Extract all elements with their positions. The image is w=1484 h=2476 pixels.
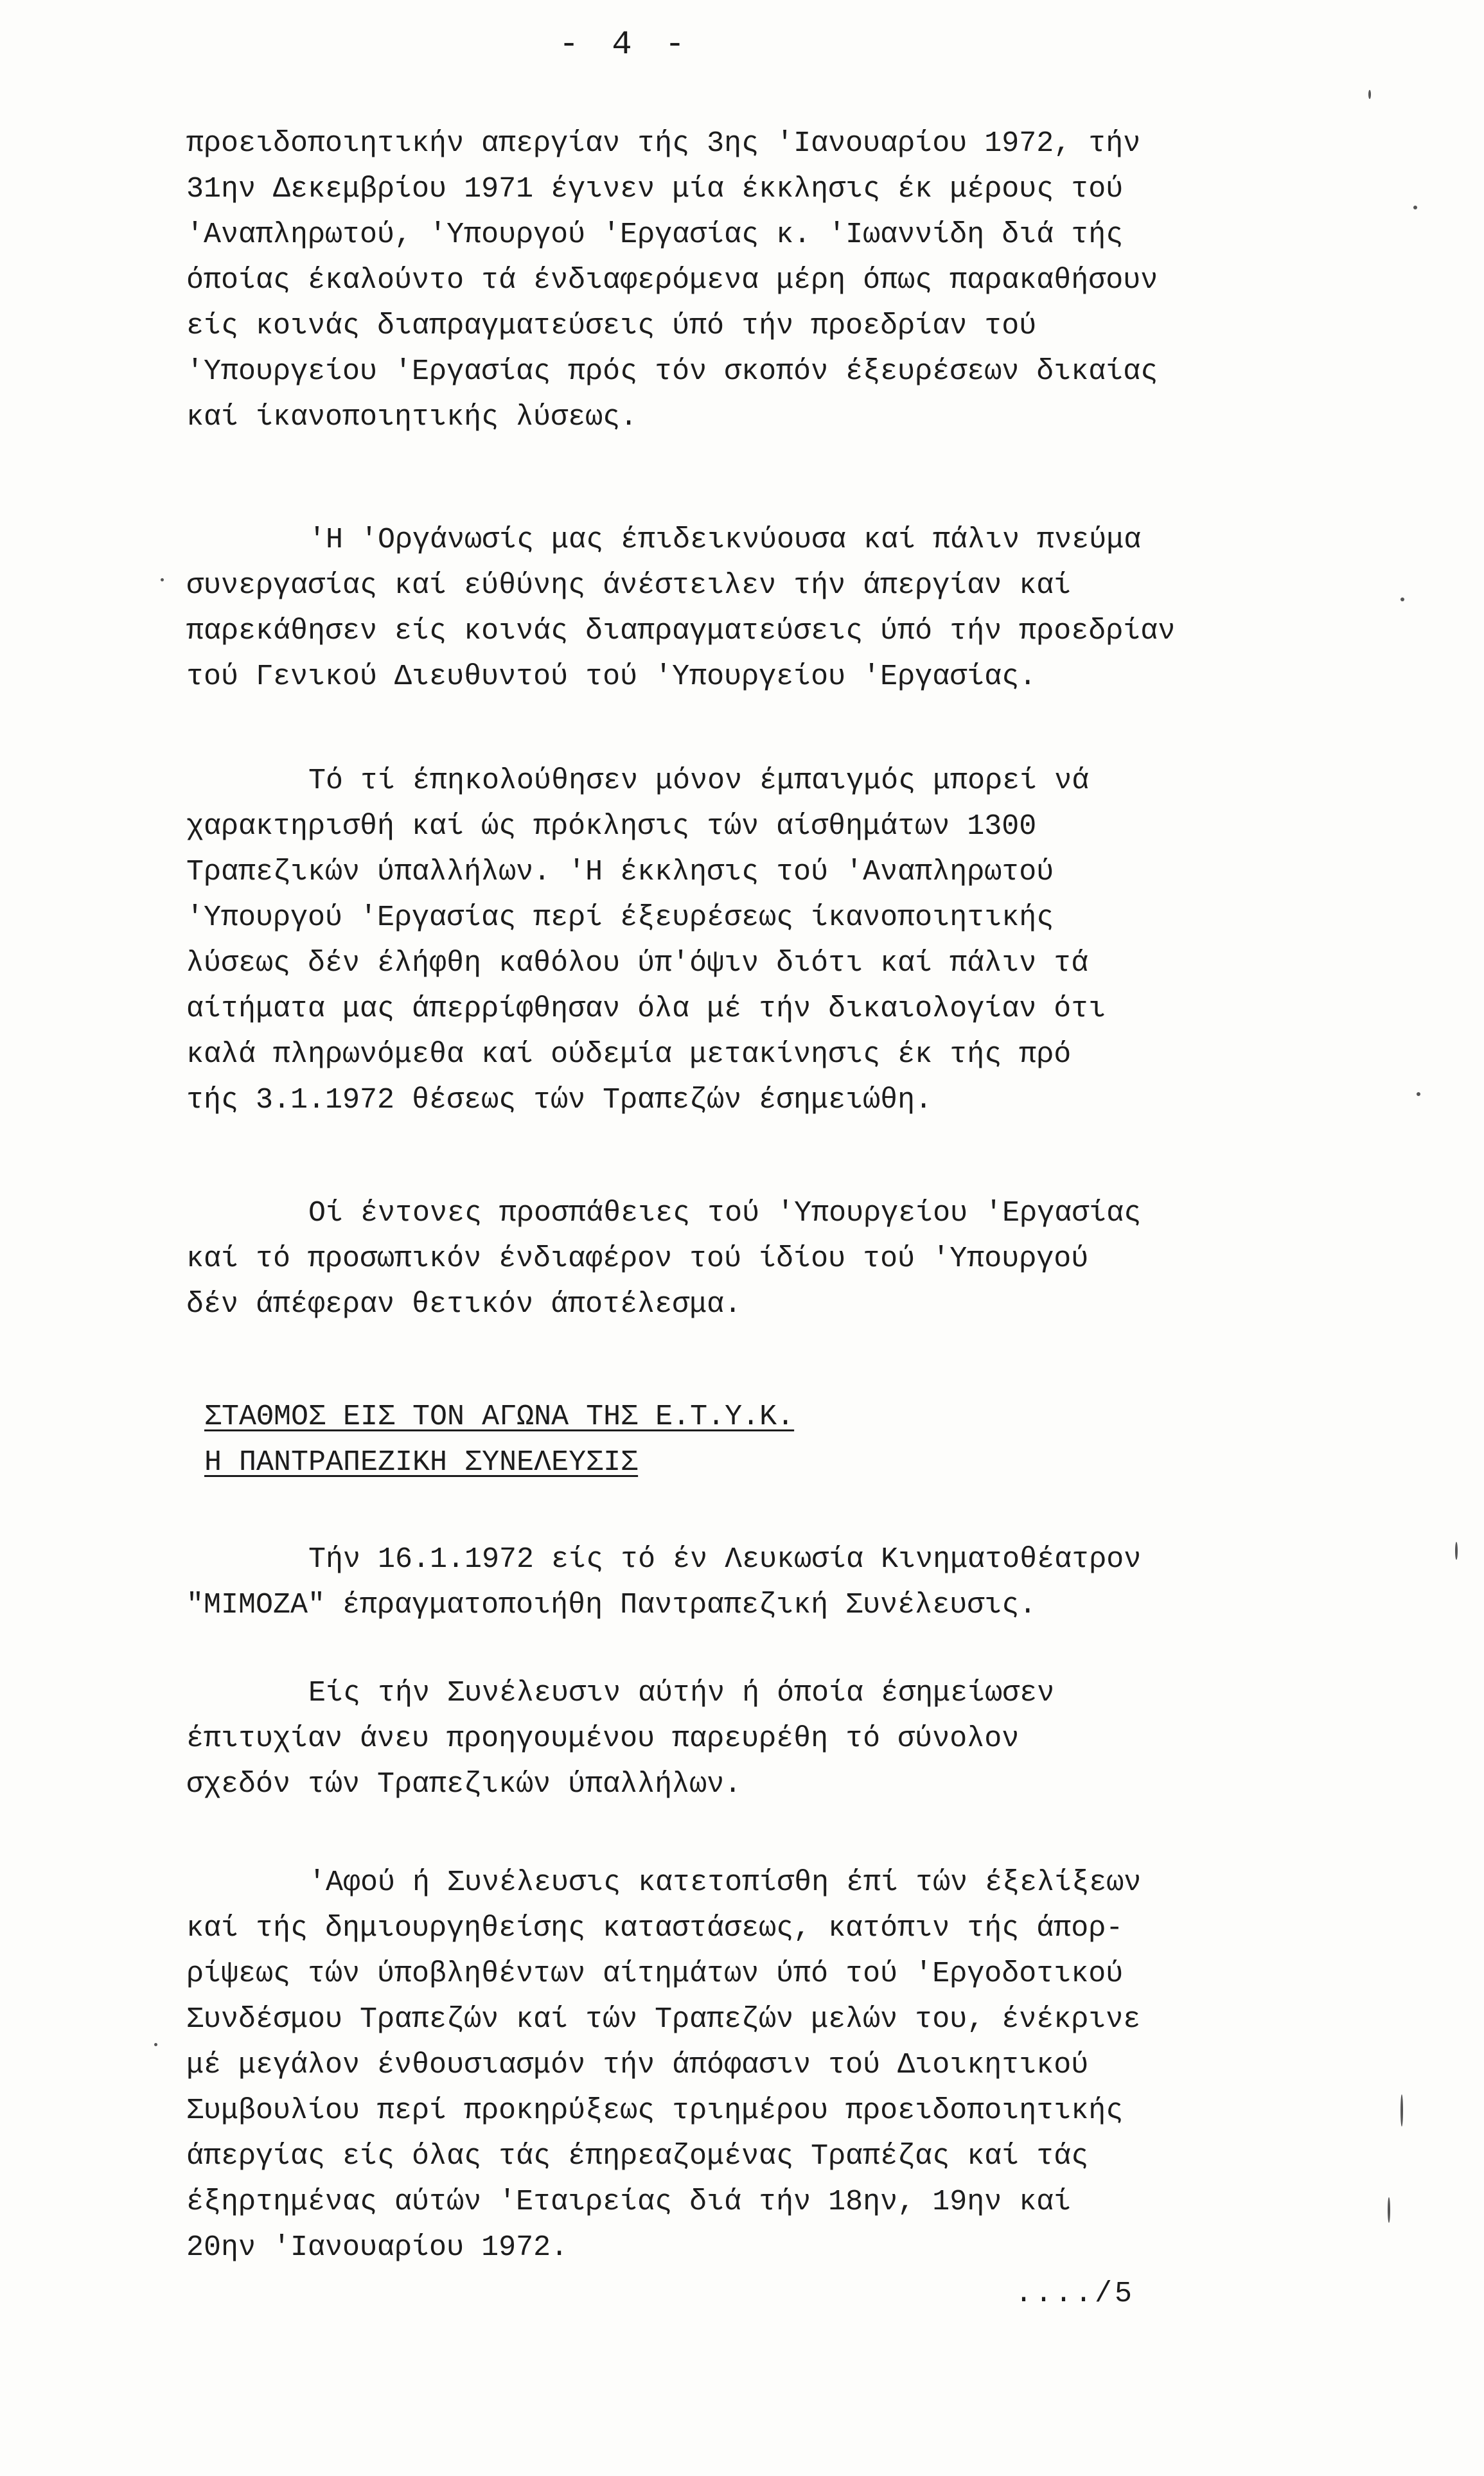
page-number: - 4 - (559, 26, 692, 64)
text-line: 'Η 'Οργάνωσίς μας έπιδεικνύουσα καί πάλιν πνεύμα (308, 524, 1142, 556)
text-line: καί τής δημιουργηθείσης καταστάσεως, κατόπιν τής άπορ- (186, 1912, 1124, 1945)
text-line: Είς τήν Συνέλευσιν αύτήν ή όποία έσημείωσεν (308, 1677, 1055, 1710)
text-line: αίτήματα μας άπερρίφθησαν όλα μέ τήν δικαιολογίαν ότι (186, 993, 1106, 1025)
text-line: 31ην Δεκεμβρίου 1971 έγινεν μία έκκλησις έκ μέρους τού (186, 173, 1124, 206)
heading-line: Η ΠΑΝΤΡΑΠΕΖΙΚΗ ΣΥΝΕΛΕΥΣΙΣ (204, 1446, 639, 1479)
scan-speck (1413, 206, 1417, 209)
text-line: συνεργασίας καί εύθύνης άνέστειλεν τήν άπεργίαν καί (186, 569, 1072, 602)
paragraph-1 (186, 121, 1356, 440)
text-line: 20ην 'Ιανουαρίου 1972. (186, 2231, 569, 2264)
scan-speck (1400, 2094, 1403, 2127)
text-line: 'Αφού ή Συνέλευσις κατετοπίσθη έπί τών έξελίξεων (308, 1866, 1142, 1899)
text-line: Συνδέσμου Τραπεζών καί τών Τραπεζών μελών του, ένέκρινε (186, 2003, 1141, 2036)
heading-line: ΣΤΑΘΜΟΣ ΕΙΣ ΤΟΝ ΑΓΩΝΑ ΤΗΣ Ε.Τ.Υ.Κ. (204, 1401, 795, 1433)
text-line: παρεκάθησεν είς κοινάς διαπραγματεύσεις ύπό τήν προεδρίαν (186, 615, 1176, 648)
text-line: τής 3.1.1972 θέσεως τών Τραπεζών έσημειώθη. (186, 1084, 933, 1117)
text-line: 'Αναπληρωτού, 'Υπουργού 'Εργασίας κ. 'Ιωαννίδη διά τής (186, 218, 1124, 251)
paragraph-4 (186, 1190, 1356, 1327)
text-line: όποίας έκαλούντο τά ένδιαφερόμενα μέρη όπως παρακαθήσουν (186, 264, 1158, 297)
text-line: Τήν 16.1.1972 είς τό έν Λευκωσία Κινηματοθέατρον (308, 1543, 1142, 1576)
text-line: 'Υπουργού 'Εργασίας περί έξευρέσεως ίκανοποιητικής (186, 901, 1054, 934)
text-line: ρίψεως τών ύποβληθέντων αίτημάτων ύπό τού 'Εργοδοτικού (186, 1958, 1124, 1990)
paragraph-6 (186, 1670, 1356, 1807)
scan-speck (1368, 90, 1371, 99)
text-line: 'Υπουργείου 'Εργασίας πρός τόν σκοπόν έξευρέσεων δικαίας (186, 355, 1158, 388)
scan-speck (1388, 2197, 1390, 2223)
text-line: δέν άπέφεραν θετικόν άποτέλεσμα. (186, 1288, 742, 1321)
text-line: "ΜΙΜΟΖΑ" έπραγματοποιήθη Παντραπεζική Συνέλευσις. (186, 1589, 1037, 1622)
text-line: καλά πληρωνόμεθα καί ούδεμία μετακίνησις έκ τής πρό (186, 1038, 1072, 1071)
text-line: Συμβουλίου περί προκηρύξεως τριημέρου προειδοποιητικής (186, 2094, 1124, 2127)
text-line: έπιτυχίαν άνευ προηγουμένου παρευρέθη τό σύνολον (186, 1722, 1020, 1755)
text-line: Τό τί έπηκολούθησεν μόνον έμπαιγμός μπορεί νά (308, 765, 1090, 797)
scan-speck (1455, 1542, 1458, 1560)
continuation-marker: ..../5 (1015, 2277, 1135, 2310)
text-line: είς κοινάς διαπραγματεύσεις ύπό τήν προεδρίαν τού (186, 310, 1037, 342)
paragraph-7 (186, 1860, 1356, 2270)
text-line: τού Γενικού Διευθυντού τού 'Υπουργείου 'Εργασίας. (186, 660, 1037, 693)
paragraph-5 (186, 1537, 1356, 1628)
text-line: Τραπεζικών ύπαλλήλων. 'Η έκκλησις τού 'Αναπληρωτού (186, 856, 1054, 889)
text-line: καί τό προσωπικόν ένδιαφέρον τού ίδίου τού 'Υπουργού (186, 1242, 1089, 1275)
text-line: καί ίκανοποιητικής λύσεως. (186, 401, 638, 434)
text-line: μέ μεγάλον ένθουσιασμόν τήν άπόφασιν τού Διοικητικού (186, 2049, 1089, 2082)
text-line: άπεργίας είς όλας τάς έπηρεαζομένας Τραπέζας καί τάς (186, 2140, 1089, 2173)
scan-speck (1417, 1092, 1420, 1096)
scan-speck (154, 2043, 157, 2046)
text-line: σχεδόν τών Τραπεζικών ύπαλλήλων. (186, 1768, 742, 1801)
text-line: λύσεως δέν έλήφθη καθόλου ύπ'όψιν διότι καί πάλιν τά (186, 947, 1089, 980)
text-line: χαρακτηρισθή καί ώς πρόκλησις τών αίσθημάτων 1300 (186, 810, 1037, 843)
paragraph-2 (186, 517, 1356, 700)
text-line: προειδοποιητικήν απεργίαν τής 3ης 'Ιανουαρίου 1972, τήν (186, 127, 1141, 160)
text-line: Οί έντονες προσπάθειες τού 'Υπουργείου 'Εργασίας (308, 1197, 1142, 1230)
paragraph-3 (186, 758, 1356, 1123)
scan-speck (1400, 597, 1404, 601)
section-heading (204, 1394, 794, 1485)
scan-speck (161, 578, 164, 581)
text-line: έξηρτημένας αύτών 'Εταιρείας διά τήν 18ην, 19ην καί (186, 2186, 1072, 2218)
